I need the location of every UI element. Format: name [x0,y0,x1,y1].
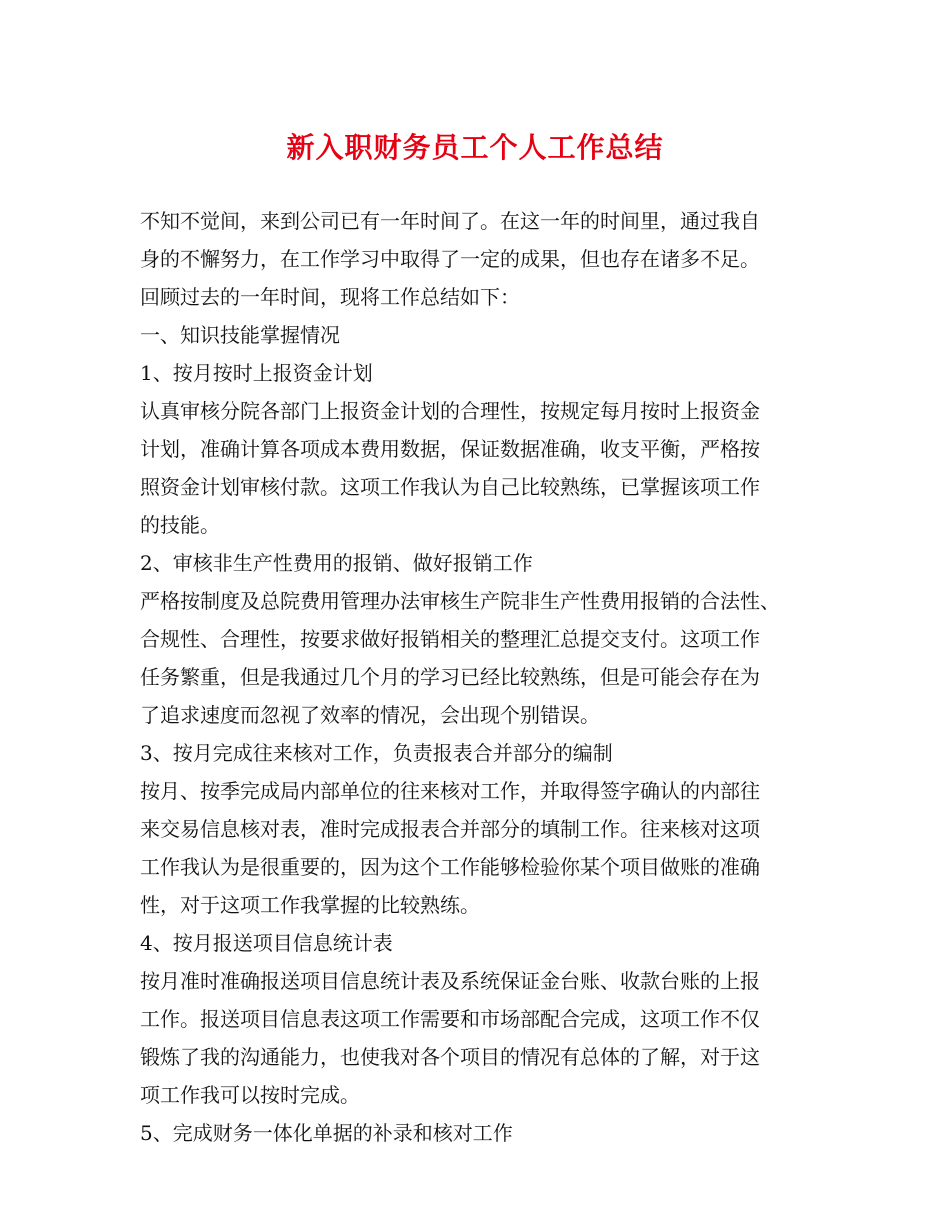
body-line: 不知不觉间，来到公司已有一年时间了。在这一年的时间里，通过我自 [140,209,760,233]
body-line: 合规性、合理性，按要求做好报销相关的整理汇总提交支付。这项工作 [140,627,760,651]
body-line: 按月、按季完成局内部单位的往来核对工作，并取得签字确认的内部往 [140,779,760,803]
body-line: 身的不懈努力，在工作学习中取得了一定的成果，但也存在诸多不足。 [140,247,760,271]
body-line: 按月准时准确报送项目信息统计表及系统保证金台账、收款台账的上报 [140,969,760,993]
item-heading: 1、按月按时上报资金计划 [140,361,373,385]
document-title: 新入职财务员工个人工作总结 [286,131,664,164]
body-line: 来交易信息核对表，准时完成报表合并部分的填制工作。往来核对这项 [140,817,760,841]
body-line: 的技能。 [140,513,220,537]
body-line: 严格按制度及总院费用管理办法审核生产院非生产性费用报销的合法性、 [140,589,780,613]
item-heading: 4、按月报送项目信息统计表 [140,931,393,955]
body-line: 工作。报送项目信息表这项工作需要和市场部配合完成，这项工作不仅 [140,1007,760,1031]
body-line: 计划，准确计算各项成本费用数据，保证数据准确，收支平衡，严格按 [140,437,760,461]
body-line: 回顾过去的一年时间，现将工作总结如下： [140,285,520,309]
body-line: 照资金计划审核付款。这项工作我认为自己比较熟练，已掌握该项工作 [140,475,760,499]
body-line: 了追求速度而忽视了效率的情况，会出现个别错误。 [140,703,600,727]
body-line: 性，对于这项工作我掌握的比较熟练。 [140,893,480,917]
item-heading: 2、审核非生产性费用的报销、做好报销工作 [140,551,533,575]
item-heading: 3、按月完成往来核对工作，负责报表合并部分的编制 [140,741,613,765]
document-body [140,202,830,1152]
section-heading: 一、知识技能掌握情况 [140,323,340,347]
body-line: 项工作我可以按时完成。 [140,1083,360,1107]
body-line: 锻炼了我的沟通能力，也使我对各个项目的情况有总体的了解，对于这 [140,1045,760,1069]
body-line: 认真审核分院各部门上报资金计划的合理性，按规定每月按时上报资金 [140,399,760,423]
body-line: 任务繁重，但是我通过几个月的学习已经比较熟练，但是可能会存在为 [140,665,760,689]
body-line: 工作我认为是很重要的，因为这个工作能够检验你某个项目做账的准确 [140,855,760,879]
item-heading: 5、完成财务一体化单据的补录和核对工作 [140,1121,513,1145]
